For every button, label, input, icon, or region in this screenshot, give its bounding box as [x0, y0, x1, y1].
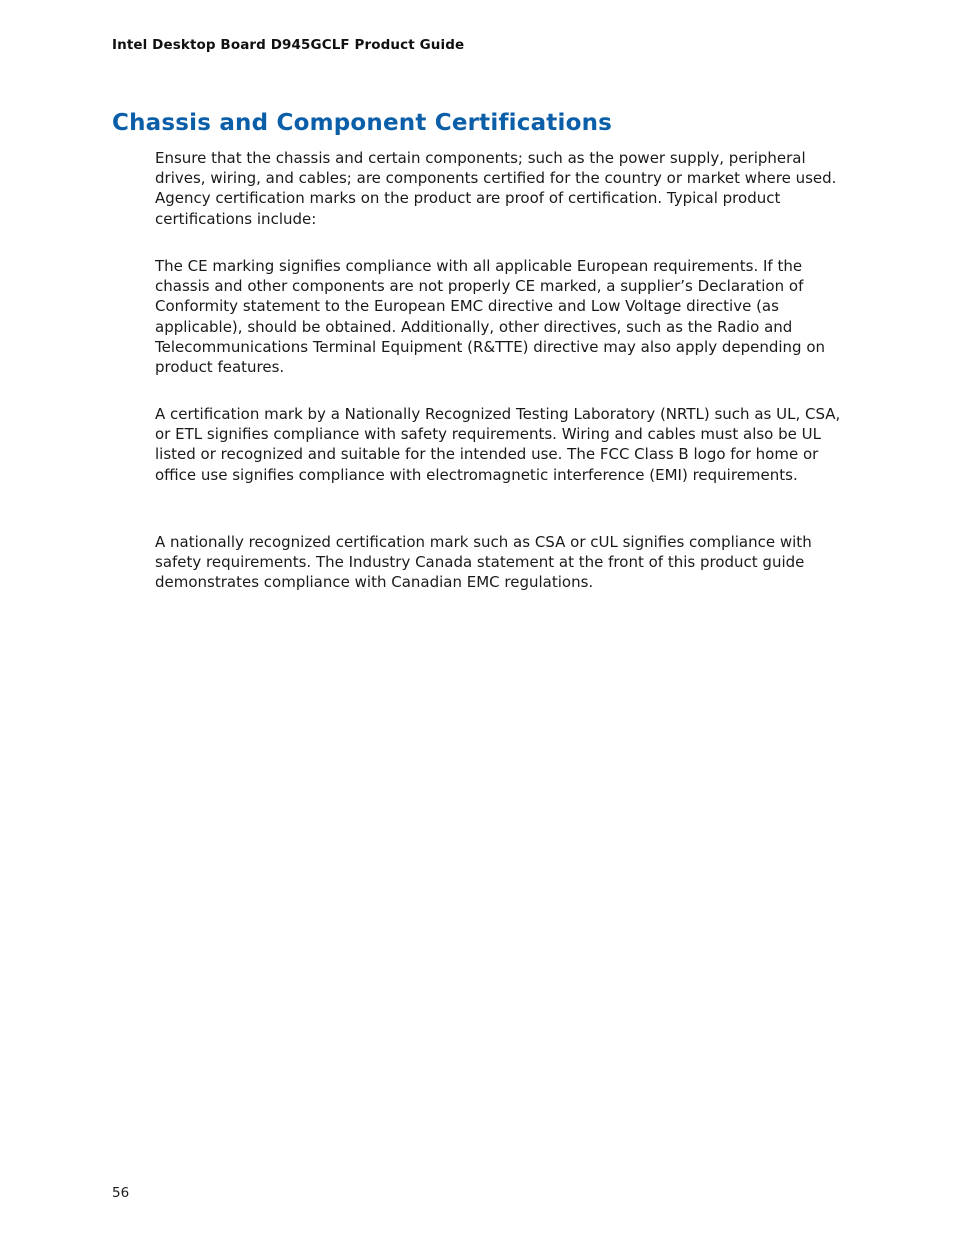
paragraph-intro: Ensure that the chassis and certain components; such as the power supply, peripheral drives, wiring, and cables; are components certified for the country or market where used. Agency certification marks on the product are proof of certification. Typical product certifications include: [155, 149, 837, 228]
running-header: Intel Desktop Board D945GCLF Product Guide [112, 37, 465, 53]
paragraph-nrtl-mark: A certification mark by a Nationally Recognized Testing Laboratory (NRTL) such as UL, CSA, or ETL signifies compliance with safety requirements. Wiring and cables must also be UL listed or recognized and suitable for the intended use. The FCC Class B logo for home or office use signifies compliance with electromagnetic interference (EMI) requirements. [155, 405, 841, 484]
paragraph-ce-marking: The CE marking signifies compliance with all applicable European requirements. If the chassis and other components are not properly CE marked, a supplier’s Declaration of Conformity statement to the European EMC directive and Low Voltage directive (as applicable), should be obtained. Additionally, other directives, such as the Radio and Telecommunications Terminal Equipment (R&TTE) directive may also apply depending on product features. [155, 257, 826, 377]
page-number: 56 [112, 1185, 130, 1201]
paragraph-canada-mark: A nationally recognized certification mark such as CSA or cUL signifies compliance with safety requirements. The Industry Canada statement at the front of this product guide demonstrates compliance with Canadian EMC regulations. [155, 533, 812, 592]
section-title: Chassis and Component Certifications [112, 110, 613, 136]
